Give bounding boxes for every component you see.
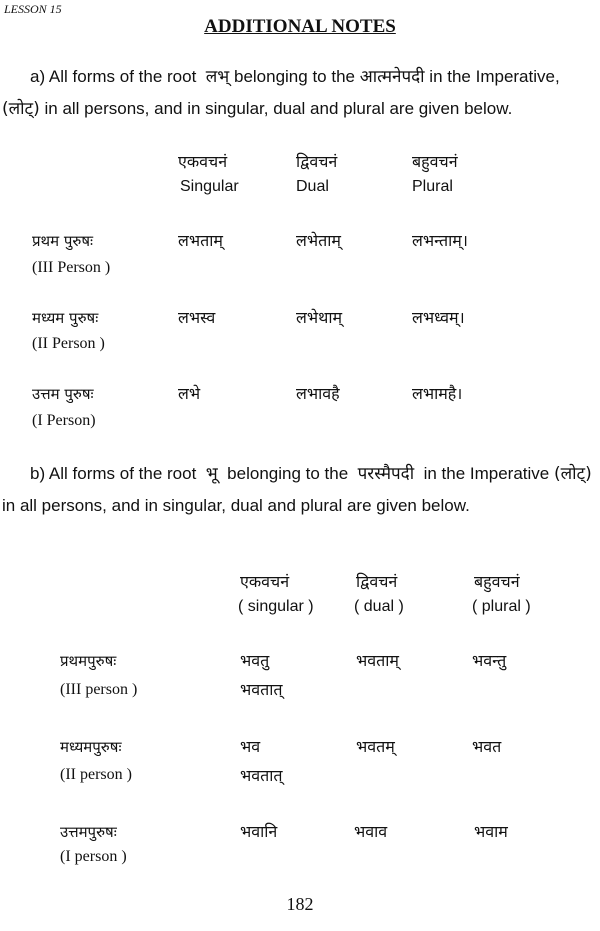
section-a-row-label-en: (I Person) xyxy=(32,412,96,429)
section-b-row-label-en: (III person ) xyxy=(60,681,138,698)
section-a-header-dual-en: Dual xyxy=(296,178,329,195)
section-b-cell-singular-alt: भवतात् xyxy=(240,680,283,699)
section-b-root: भू xyxy=(205,464,218,484)
section-a-cell-plural: लभामहै। xyxy=(412,384,463,403)
section-a-cell-singular: लभे xyxy=(178,384,201,403)
section-a-text-1: All forms of the root xyxy=(48,67,197,86)
section-a-cell-plural: लभध्वम्। xyxy=(412,308,465,327)
section-a-header-singular-en: Singular xyxy=(180,178,239,195)
page-title: ADDITIONAL NOTES xyxy=(204,16,396,37)
section-b-row-label-en: (I person ) xyxy=(60,848,127,865)
section-b-cell-singular: भव xyxy=(240,737,261,756)
section-b-text-2: belonging to the xyxy=(227,464,349,483)
section-b-row-label-en: (II person ) xyxy=(60,766,132,783)
section-a-cell-plural: लभन्ताम्। xyxy=(412,231,468,250)
section-a-row-label-skt: प्रथम पुरुषः xyxy=(32,232,94,250)
section-a-text-4: in all persons, and in singular, dual and plural are given below. xyxy=(44,99,513,118)
section-b-cell-plural: भवाम xyxy=(474,822,508,841)
section-b-intro xyxy=(2,458,596,521)
section-b-cell-dual: भवाव xyxy=(354,822,388,841)
section-b-cell-singular-alt: भवतात् xyxy=(240,766,283,785)
section-b-cell-dual: भवताम् xyxy=(356,651,399,670)
section-b-row-label-skt: प्रथमपुरुषः xyxy=(60,652,117,670)
section-b-pada: परस्मैपदी xyxy=(357,464,415,484)
section-b-marker: b) xyxy=(30,464,46,483)
section-b-text-3: in the Imperative xyxy=(423,464,550,483)
section-a-header-dual-skt: द्विवचनं xyxy=(296,152,338,171)
section-a-pada: आत्मनेपदी xyxy=(359,67,425,87)
section-b-header-plural-en: ( plural ) xyxy=(472,598,531,615)
section-a-cell-dual: लभेताम् xyxy=(296,231,341,250)
section-a-marker: a) xyxy=(30,67,46,86)
page-number: 182 xyxy=(286,894,314,914)
section-b-cell-plural: भवत xyxy=(472,737,502,756)
section-b-row-label-skt: मध्यमपुरुषः xyxy=(60,738,122,756)
section-a-row-label-en: (III Person ) xyxy=(32,259,111,276)
section-a-header-plural-skt: बहुवचनं xyxy=(412,152,458,171)
section-b-cell-dual: भवतम् xyxy=(356,737,395,756)
section-a-row-label-en: (II Person ) xyxy=(32,335,105,352)
section-b-header-singular-en: ( singular ) xyxy=(238,598,314,615)
section-a-intro xyxy=(2,61,596,125)
section-a-lakara: (लोट्) xyxy=(2,99,40,119)
section-a-cell-dual: लभावहै xyxy=(296,384,340,403)
section-a-text-3: in the Imperative, xyxy=(429,67,560,86)
section-a-row-label-skt: उत्तम पुरुषः xyxy=(32,385,94,403)
section-a-root: लभ् xyxy=(205,67,230,87)
section-a-cell-dual: लभेथाम् xyxy=(296,308,343,327)
section-a-cell-singular: लभताम् xyxy=(178,231,223,250)
section-b-text-4: in all persons, and in singular, dual and plural are given below. xyxy=(2,496,470,515)
section-b-header-plural-skt: बहुवचनं xyxy=(474,572,520,591)
section-a-header-singular-skt: एकवचनं xyxy=(178,152,228,171)
section-b-text-1: All forms of the root xyxy=(48,464,197,483)
section-b-row-label-skt: उत्तमपुरुषः xyxy=(60,823,117,841)
section-b-lakara: (लोट्) xyxy=(553,464,592,484)
lesson-label: LESSON 15 xyxy=(4,2,62,16)
section-b-header-dual-skt: द्विवचनं xyxy=(356,572,398,591)
section-b-cell-plural: भवन्तु xyxy=(472,651,507,670)
section-b-cell-singular: भवतु xyxy=(240,651,270,670)
section-b-header-dual-en: ( dual ) xyxy=(354,598,404,615)
section-b-header-singular-skt: एकवचनं xyxy=(240,572,290,591)
section-a-text-2: belonging to the xyxy=(233,67,355,86)
section-b-cell-singular: भवानि xyxy=(240,822,278,841)
section-a-cell-singular: लभस्व xyxy=(178,308,216,327)
section-a-header-plural-en: Plural xyxy=(412,178,453,195)
section-a-row-label-skt: मध्यम पुरुषः xyxy=(32,309,99,327)
